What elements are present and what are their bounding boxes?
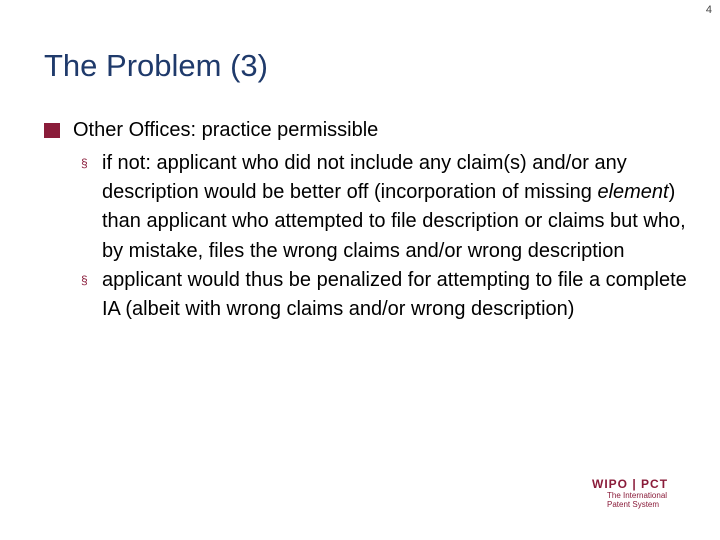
small-square-bullet-icon: § (81, 272, 88, 287)
sub-bullet-item (44, 149, 692, 266)
wipo-pct-logo (592, 478, 687, 510)
small-square-bullet-icon: § (81, 156, 88, 170)
bullet-item (44, 118, 694, 143)
slide-title: The Problem (3) (44, 48, 268, 83)
bullet-list (44, 118, 694, 324)
bullet-text: Other Offices: practice permissible (73, 119, 379, 141)
sub-bullet-item (44, 266, 692, 324)
sub-bullet-text-part: ) than applicant who attempted to file description or claims but who, by mistake, files the wrong claims and/or wrong description (102, 181, 686, 262)
square-bullet-icon (44, 123, 60, 138)
logo-tagline-line1: The International (607, 491, 668, 500)
page-number: 4 (705, 4, 712, 16)
emphasized-word: element (597, 181, 669, 204)
sub-bullet-text-part: if not: applicant who did not include any claim(s) and/or any description would be better off (incorporation of missing (102, 152, 627, 204)
sub-bullet-text (102, 152, 686, 262)
sub-bullet-list (44, 149, 694, 324)
logo-tagline-line2: Patent System (607, 500, 660, 509)
logo-wordmark: WIPO | PCT (592, 477, 669, 491)
sub-bullet-text: applicant would thus be penalized for attempting to file a complete IA (albeit with wrong claims and/or wrong description) (102, 268, 687, 321)
